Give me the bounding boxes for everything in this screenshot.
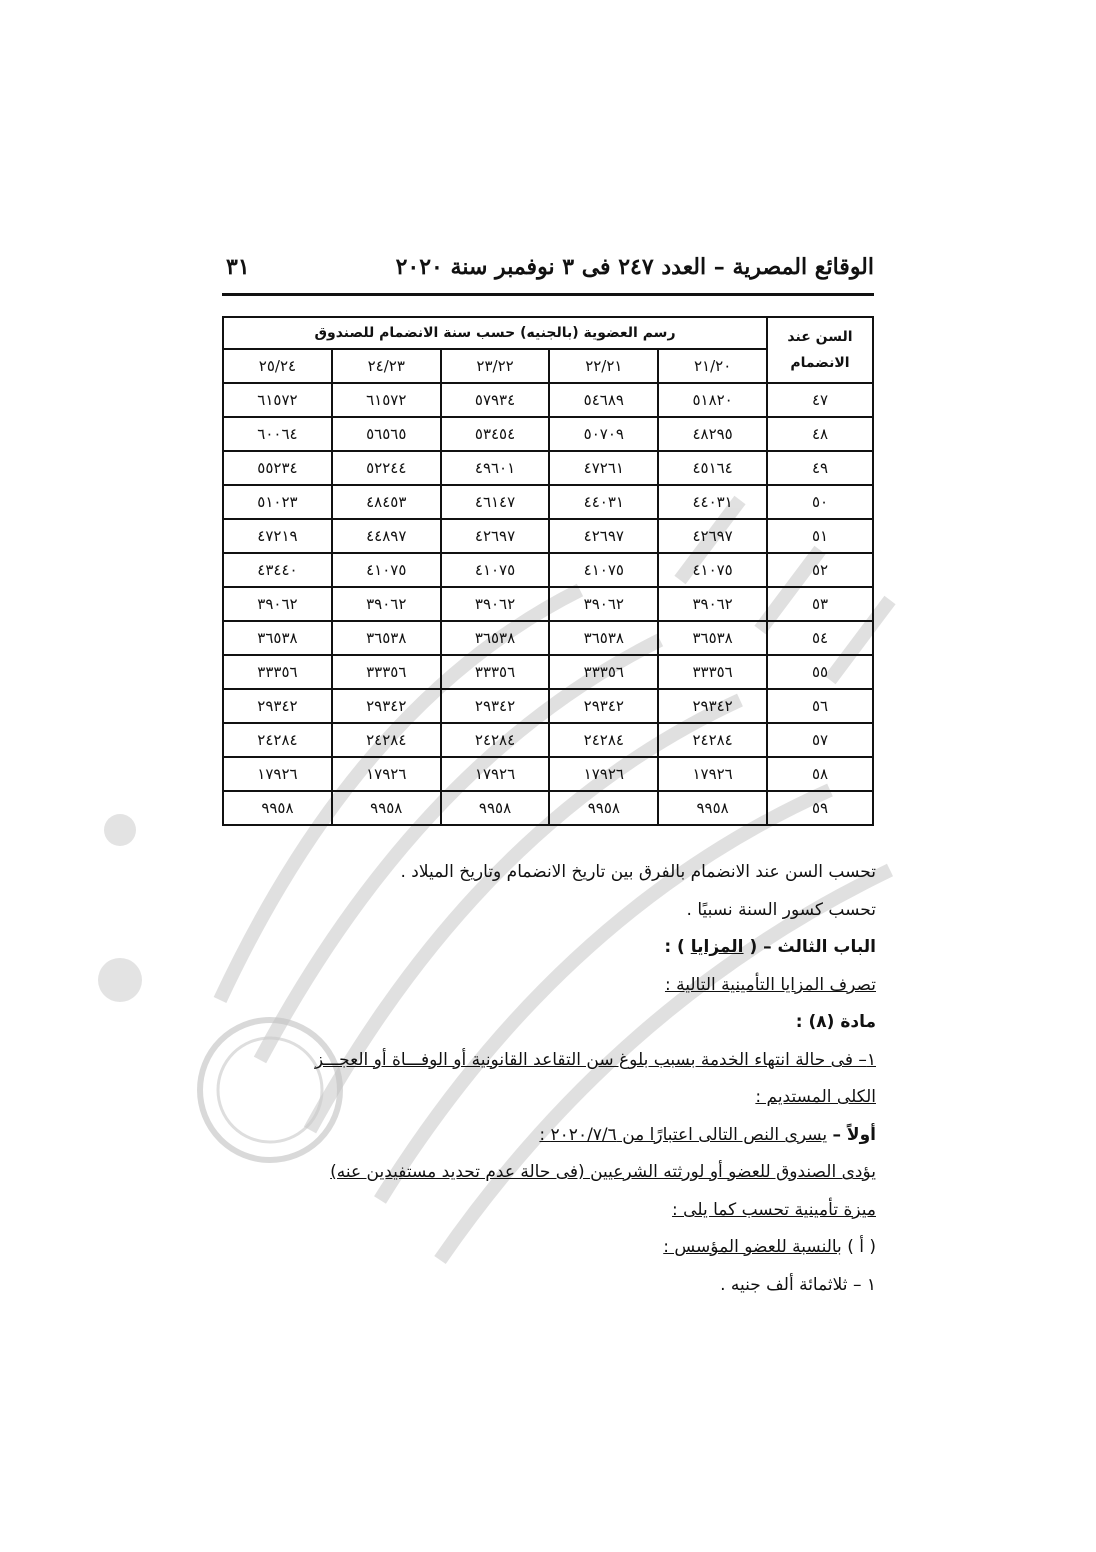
sub-a-label: ( أ ) [847, 1237, 876, 1257]
table-row [223, 553, 873, 587]
table-row [223, 655, 873, 689]
item-1: ١ – ثلاثمائة ألف جنيه . [720, 1275, 876, 1295]
fee-cell: ٤٧٢٦١ [549, 451, 658, 485]
table-row [223, 791, 873, 825]
year-header: ٢١/٢٠ [658, 349, 767, 383]
fee-cell: ٣٦٥٣٨ [332, 621, 441, 655]
clause-1: ١– فى حالة انتهاء الخدمة بسبب بلوغ سن التقاعد القانونية أو الوفـــاة أو العجـــز [314, 1050, 876, 1070]
membership-fees-table [222, 316, 874, 826]
fee-cell: ٣٩٠٦٢ [549, 587, 658, 621]
fee-cell: ٢٤٢٨٤ [223, 723, 332, 757]
fee-cell: ٥٤٦٨٩ [549, 383, 658, 417]
fee-cell: ٥٢٢٤٤ [332, 451, 441, 485]
first-label: أولاً – [832, 1125, 876, 1145]
fee-cell: ٢٩٣٤٢ [658, 689, 767, 723]
fee-cell: ٥٠٧٠٩ [549, 417, 658, 451]
fee-cell: ٢٩٣٤٢ [223, 689, 332, 723]
fee-cell: ٣٦٥٣٨ [549, 621, 658, 655]
fee-cell: ٢٤٢٨٤ [658, 723, 767, 757]
fee-cell: ٤١٠٧٥ [549, 553, 658, 587]
table-row [223, 723, 873, 757]
year-header: ٢٥/٢٤ [223, 349, 332, 383]
sub-a-text: بالنسبة للعضو المؤسس : [663, 1237, 842, 1257]
article-heading: مادة (٨) : [795, 1012, 876, 1032]
fee-cell: ٢٩٣٤٢ [549, 689, 658, 723]
table-row [223, 587, 873, 621]
fee-cell: ٣٩٠٦٢ [223, 587, 332, 621]
fee-cell: ٢٤٢٨٤ [441, 723, 550, 757]
fee-cell: ٣٩٠٦٢ [441, 587, 550, 621]
sub-item-a [222, 1237, 876, 1257]
fee-cell: ٩٩٥٨ [223, 791, 332, 825]
fee-cell: ١٧٩٢٦ [223, 757, 332, 791]
fee-cell: ٣٦٥٣٨ [223, 621, 332, 655]
fee-cell: ٤٤٨٩٧ [332, 519, 441, 553]
fee-cell: ٦١٥٧٢ [332, 383, 441, 417]
age-cell: ٥١ [767, 519, 873, 553]
fee-cell: ٤١٠٧٥ [658, 553, 767, 587]
fee-cell: ١٧٩٢٦ [441, 757, 550, 791]
fee-cell: ٥١٠٢٣ [223, 485, 332, 519]
fee-cell: ٤٤٠٣١ [549, 485, 658, 519]
age-cell: ٥٥ [767, 655, 873, 689]
fee-cell: ٣٦٥٣٨ [441, 621, 550, 655]
age-cell: ٥٣ [767, 587, 873, 621]
age-cell: ٤٩ [767, 451, 873, 485]
fee-cell: ٤٢٦٩٧ [658, 519, 767, 553]
fee-cell: ١٧٩٢٦ [549, 757, 658, 791]
table-row [223, 689, 873, 723]
year-header: ٢٣/٢٢ [441, 349, 550, 383]
first-provision [222, 1125, 876, 1145]
fee-cell: ٣٣٣٥٦ [441, 655, 550, 689]
chapter-prefix: الباب الثالث – ( [749, 937, 876, 957]
fee-cell: ٦١٥٧٢ [223, 383, 332, 417]
fee-cell: ٣٣٣٥٦ [549, 655, 658, 689]
chapter-suffix: ) : [664, 937, 685, 957]
fee-cell: ٤٦١٤٧ [441, 485, 550, 519]
first-text: يسرى النص التالى اعتبارًا من ٢٠٢٠/٧/٦ : [539, 1125, 828, 1145]
fee-cell: ٦٠٠٦٤ [223, 417, 332, 451]
fee-cell: ٤٢٦٩٧ [549, 519, 658, 553]
fee-cell: ٢٤٢٨٤ [549, 723, 658, 757]
table-row [223, 485, 873, 519]
page-number: ٣١ [226, 254, 250, 280]
table-row [223, 417, 873, 451]
fee-cell: ٣٦٥٣٨ [658, 621, 767, 655]
header-title: الوقائع المصرية – العدد ٢٤٧ فى ٣ نوفمبر سنة ٢٠٢٠ [395, 254, 874, 280]
fee-cell: ٤٤٠٣١ [658, 485, 767, 519]
age-calculation-note: تحسب السن عند الانضمام بالفرق بين تاريخ الانضمام وتاريخ الميلاد . [400, 862, 876, 882]
age-cell: ٤٨ [767, 417, 873, 451]
age-cell: ٥٠ [767, 485, 873, 519]
fee-cell: ٢٩٣٤٢ [441, 689, 550, 723]
year-header: ٢٤/٢٣ [332, 349, 441, 383]
benefits-intro: تصرف المزايا التأمينية التالية : [664, 975, 876, 995]
fee-cell: ٥٥٢٣٤ [223, 451, 332, 485]
fee-cell: ٥٦٥٦٥ [332, 417, 441, 451]
fee-cell: ٤٣٤٤٠ [223, 553, 332, 587]
age-cell: ٥٦ [767, 689, 873, 723]
header-rule [222, 293, 874, 296]
fee-cell: ٤٩٦٠١ [441, 451, 550, 485]
benefit-line: ميزة تأمينية تحسب كما يلى : [672, 1200, 876, 1220]
pays-line: يؤدى الصندوق للعضو أو لورثته الشرعيين (فى حالة عدم تحديد مستفيدين عنه) [330, 1162, 876, 1182]
table-row [223, 519, 873, 553]
clause-1-continued: الكلى المستديم : [755, 1087, 876, 1107]
fee-cell: ٩٩٥٨ [658, 791, 767, 825]
age-cell: ٥٤ [767, 621, 873, 655]
fee-cell: ٤٨٤٥٣ [332, 485, 441, 519]
fee-cell: ٤٧٢١٩ [223, 519, 332, 553]
fraction-note: تحسب كسور السنة نسبيًا . [686, 900, 876, 920]
fee-cell: ١٧٩٢٦ [658, 757, 767, 791]
fees-group-header: رسم العضوية (بالجنيه) حسب سنة الانضمام للصندوق [223, 317, 767, 349]
fee-cell: ٣٣٣٥٦ [332, 655, 441, 689]
age-cell: ٥٨ [767, 757, 873, 791]
fee-cell: ٤١٠٧٥ [441, 553, 550, 587]
age-column-header: السن عند الانضمام [767, 317, 873, 383]
chapter-word: المزايا [690, 937, 744, 957]
fee-cell: ٣٩٠٦٢ [332, 587, 441, 621]
table-row [223, 757, 873, 791]
fee-cell: ٤١٠٧٥ [332, 553, 441, 587]
fee-cell: ٢٤٢٨٤ [332, 723, 441, 757]
fee-cell: ٥٣٤٥٤ [441, 417, 550, 451]
fee-cell: ٤٢٦٩٧ [441, 519, 550, 553]
fee-cell: ٤٨٢٩٥ [658, 417, 767, 451]
fee-cell: ٩٩٥٨ [332, 791, 441, 825]
fee-cell: ٥٧٩٣٤ [441, 383, 550, 417]
fee-cell: ٣٩٠٦٢ [658, 587, 767, 621]
age-cell: ٥٩ [767, 791, 873, 825]
fee-cell: ١٧٩٢٦ [332, 757, 441, 791]
table-row [223, 451, 873, 485]
age-cell: ٥٢ [767, 553, 873, 587]
fee-cell: ٣٣٣٥٦ [658, 655, 767, 689]
fee-cell: ٢٩٣٤٢ [332, 689, 441, 723]
fee-cell: ٤٥١٦٤ [658, 451, 767, 485]
fee-cell: ٩٩٥٨ [441, 791, 550, 825]
fee-cell: ٥١٨٢٠ [658, 383, 767, 417]
table-row [223, 621, 873, 655]
fee-cell: ٩٩٥٨ [549, 791, 658, 825]
age-cell: ٥٧ [767, 723, 873, 757]
chapter-heading [222, 937, 876, 957]
year-header: ٢٢/٢١ [549, 349, 658, 383]
age-cell: ٤٧ [767, 383, 873, 417]
table-row [223, 383, 873, 417]
fee-cell: ٣٣٣٥٦ [223, 655, 332, 689]
page-header [222, 250, 874, 290]
